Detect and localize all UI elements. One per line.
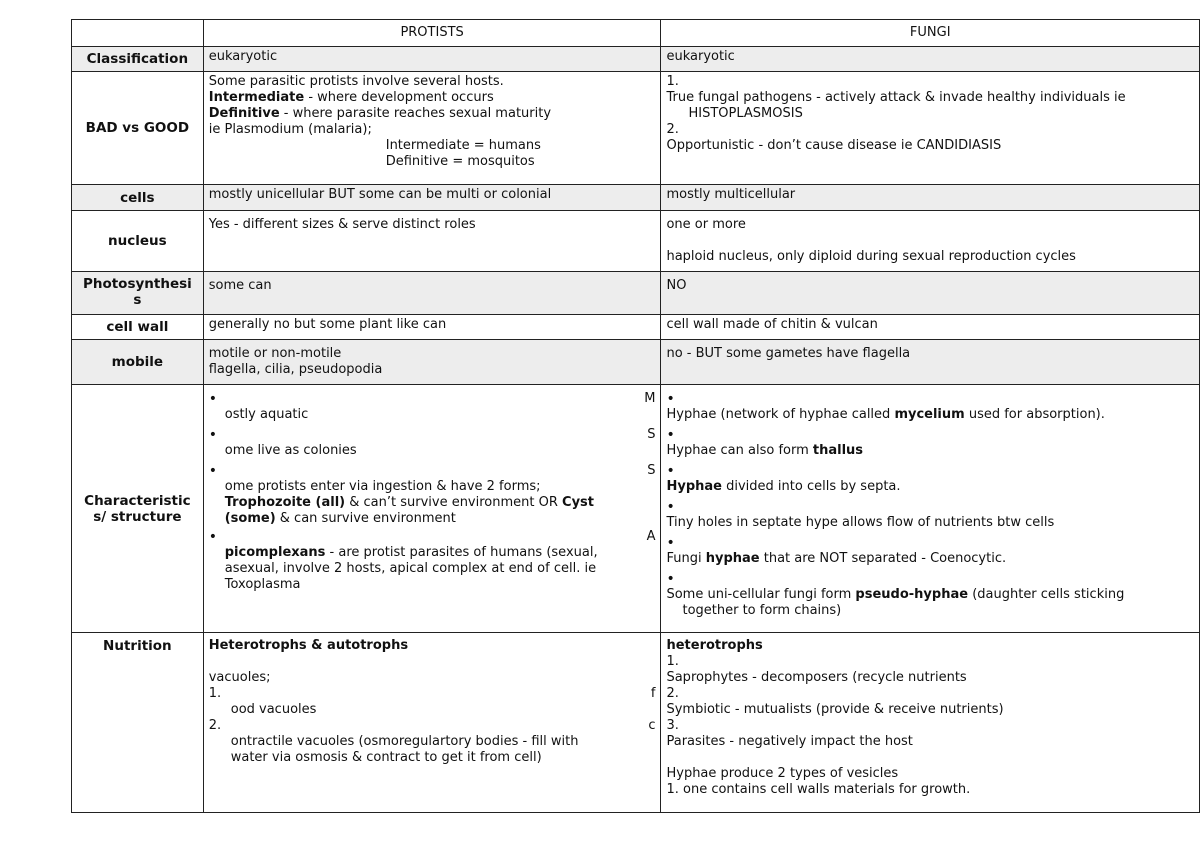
protists-nutrition: Heterotrophs & autotrophs vacuoles; 1. f ood vacuoles 2. c ontractile vacuoles (osmoregulartory bodies - fill with water via osmosis & contract to get it from cell) (203, 633, 661, 813)
protists-cells: mostly unicellular BUT some can be multi or colonial (203, 185, 661, 211)
protists-photosynthesis: some can (203, 272, 661, 315)
protists-char-item-1: • M ostly aquatic (208, 391, 656, 422)
fungi-char-item-1: • Hyphae (network of hyphae called mycelium used for absorption). (666, 391, 1105, 422)
fungi-bad-good: 1. True fungal pathogens - actively attack & invade healthy individuals ie HISTOPLASMOSIS 2. Opportunistic - don’t cause disease ie CANDIDIASIS (661, 72, 1200, 185)
protists-mobile: motile or non-motile flagella, cilia, pseudopodia (203, 340, 661, 385)
header-fungi: FUNGI (661, 20, 1200, 47)
label-mobile: mobile (72, 340, 204, 385)
fungi-char-item-3: • Hyphae divided into cells by septa. (666, 463, 901, 494)
label-cell-wall: cell wall (72, 315, 204, 340)
row-characteristics (72, 385, 1200, 633)
row-cell-wall (72, 315, 1200, 340)
row-nucleus (72, 211, 1200, 272)
fungi-characteristics (661, 385, 1200, 633)
row-photosynthesis (72, 272, 1200, 315)
label-characteristics: Characteristic s/ structure (72, 385, 204, 633)
label-nutrition: Nutrition (72, 633, 204, 813)
protists-char-item-2: • S ome live as colonies (208, 427, 656, 458)
protists-nutrition-item-1: 1. f ood vacuoles (208, 686, 656, 717)
protists-characteristics (203, 385, 661, 633)
protists-char-item-3: • S ome protists enter via ingestion & have 2 forms; Trophozoite (all) & can’t survive environment OR Cyst (some) & can survive environment (208, 463, 656, 526)
bullet-icon: • (666, 499, 675, 515)
label-cells: cells (72, 185, 204, 211)
header-empty (72, 20, 204, 47)
bullet-icon: • (666, 391, 675, 407)
fungi-cell-wall: cell wall made of chitin & vulcan (661, 315, 1200, 340)
row-nutrition (72, 633, 1200, 813)
fungi-char-item-6: • Some uni-cellular fungi form pseudo-hyphae (daughter cells sticking together to form chains) (666, 571, 1125, 618)
protists-nutrition-item-2: 2. c ontractile vacuoles (osmoregulartory bodies - fill with water via osmosis & contract to get it from cell) (208, 718, 656, 765)
header-protists: PROTISTS (203, 20, 661, 47)
header-row (72, 20, 1200, 47)
fungi-cells: mostly multicellular (661, 185, 1200, 211)
label-nucleus: nucleus (72, 211, 204, 272)
comparison-table (71, 19, 1200, 813)
fungi-nucleus: one or more haploid nucleus, only diploid during sexual reproduction cycles (661, 211, 1200, 272)
label-bad-good: BAD vs GOOD (72, 72, 204, 185)
fungi-char-item-5: • Fungi hyphae that are NOT separated - Coenocytic. (666, 535, 1007, 566)
fungi-classification: eukaryotic (661, 47, 1200, 72)
bullet-icon: • (208, 463, 217, 479)
row-classification (72, 47, 1200, 72)
fungi-mobile: no - BUT some gametes have flagella (661, 340, 1200, 385)
row-cells (72, 185, 1200, 211)
fungi-photosynthesis: NO (661, 272, 1200, 315)
bullet-icon: • (666, 463, 675, 479)
label-photosynthesis: Photosynthesi s (72, 272, 204, 315)
fungi-char-item-2: • Hyphae can also form thallus (666, 427, 864, 458)
fungi-char-item-4: • Tiny holes in septate hype allows flow of nutrients btw cells (666, 499, 1055, 530)
protists-nucleus: Yes - different sizes & serve distinct roles (203, 211, 661, 272)
bullet-icon: • (208, 391, 217, 407)
bullet-icon: • (208, 427, 217, 443)
label-classification: Classification (72, 47, 204, 72)
row-mobile (72, 340, 1200, 385)
bullet-icon: • (666, 535, 675, 551)
protists-classification: eukaryotic (203, 47, 661, 72)
protists-cell-wall: generally no but some plant like can (203, 315, 661, 340)
row-bad-good (72, 72, 1200, 185)
protists-char-item-4: • A picomplexans - are protist parasites of humans (sexual, asexual, involve 2 hosts, apical complex at end of cell. ie Toxoplasma (208, 529, 656, 592)
fungi-nutrition: heterotrophs 1. Saprophytes - decomposers (recycle nutrients 2. Symbiotic - mutualists (provide & receive nutrients) 3. Parasites - negatively impact the host Hyphae produce 2 types of vesicles 1. one contains cell walls materials for growth. (661, 633, 1200, 813)
protists-bad-good: Some parasitic protists involve several hosts. Intermediate - where development occurs Definitive - where parasite reaches sexual maturity ie Plasmodium (malaria); Intermediate = humans Definitive = mosquitos (203, 72, 661, 185)
bullet-icon: • (666, 571, 675, 587)
bullet-icon: • (666, 427, 675, 443)
bullet-icon: • (208, 529, 217, 545)
